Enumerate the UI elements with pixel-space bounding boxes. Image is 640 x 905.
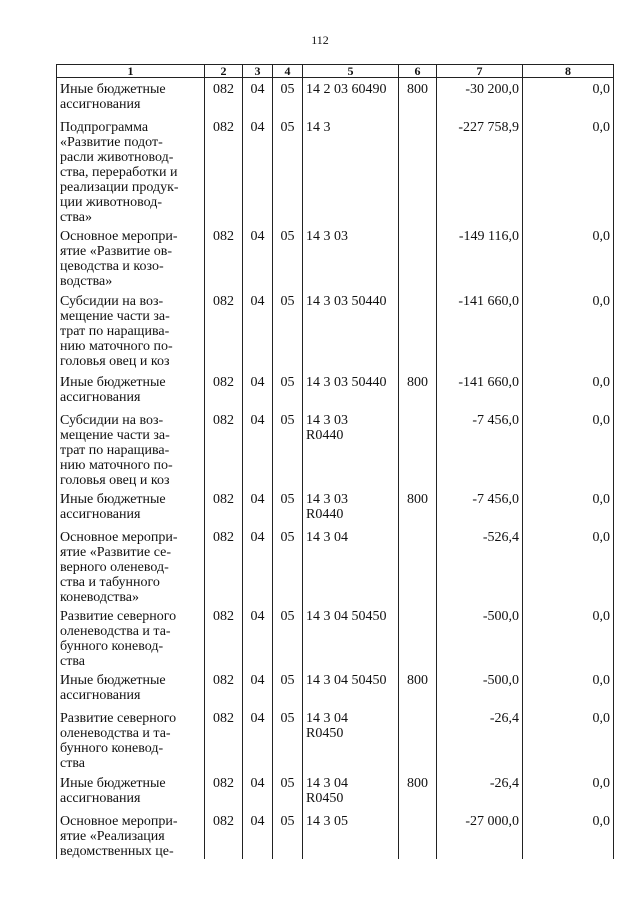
- row-col4-cell: 05: [273, 371, 303, 409]
- row-col8-cell: 0,0: [523, 526, 614, 605]
- row-col6-cell: [399, 116, 437, 225]
- row-col6-cell: [399, 409, 437, 488]
- table-row: [57, 409, 614, 488]
- row-name-cell: [57, 225, 205, 290]
- row-name-line: Субсидии на воз-: [60, 412, 164, 428]
- row-name-line: головья овец и коз: [60, 472, 170, 488]
- row-name-line: ства»: [60, 209, 92, 225]
- col-header-8: 8: [523, 65, 614, 78]
- row-name-line: ассигнования: [60, 97, 141, 112]
- row-col4-cell: 05: [273, 810, 303, 859]
- row-col6-cell: [399, 290, 437, 371]
- row-col2-cell: 082: [205, 488, 243, 526]
- row-col2-cell: 082: [205, 810, 243, 859]
- row-name-line: трат по наращива-: [60, 323, 170, 339]
- row-name-line: реализации продук-: [60, 179, 179, 195]
- row-amount-cell: -500,0: [437, 605, 523, 669]
- row-col2-cell: 082: [205, 772, 243, 810]
- row-name-line: Основное меропри-: [60, 228, 178, 244]
- row-name-line: ятие «Реализация: [60, 828, 165, 844]
- row-name-line: расли животновод-: [60, 149, 174, 165]
- row-name-line: ассигнования: [60, 687, 141, 703]
- row-col8-cell: 0,0: [523, 116, 614, 225]
- row-name-cell: [57, 409, 205, 488]
- row-name-line: верного оленевод-: [60, 559, 169, 575]
- row-name-line: нию маточного по-: [60, 457, 173, 473]
- col-header-3: 3: [243, 65, 273, 78]
- row-name-cell: [57, 488, 205, 526]
- table-row: [57, 707, 614, 772]
- row-col8-cell: 0,0: [523, 488, 614, 526]
- col-header-2: 2: [205, 65, 243, 78]
- row-col4-cell: 05: [273, 669, 303, 707]
- table-row: [57, 78, 614, 116]
- row-col6-cell: 800: [399, 78, 437, 116]
- row-col3-cell: 04: [243, 605, 273, 669]
- row-code-cell: [303, 707, 399, 772]
- row-amount-cell: -227 758,9: [437, 116, 523, 225]
- row-col2-cell: 082: [205, 669, 243, 707]
- row-col4-cell: 05: [273, 707, 303, 772]
- row-col8-cell: 0,0: [523, 78, 614, 116]
- row-name-cell: [57, 290, 205, 371]
- header-row: [57, 65, 614, 78]
- row-col8-cell: 0,0: [523, 707, 614, 772]
- row-name-line: ции животновод-: [60, 194, 162, 210]
- row-name-line: оленеводства и та-: [60, 623, 171, 639]
- row-name-line: коневодства»: [60, 589, 140, 605]
- row-amount-cell: -141 660,0: [437, 371, 523, 409]
- row-col8-cell: 0,0: [523, 669, 614, 707]
- row-col8-cell: 0,0: [523, 772, 614, 810]
- row-name-cell: [57, 772, 205, 810]
- row-code-cell: [303, 669, 399, 707]
- table-row: [57, 605, 614, 669]
- row-col3-cell: 04: [243, 669, 273, 707]
- row-name-line: «Развитие подот-: [60, 134, 163, 150]
- row-col2-cell: 082: [205, 116, 243, 225]
- row-name-cell: [57, 605, 205, 669]
- row-col3-cell: 04: [243, 526, 273, 605]
- row-col6-cell: 800: [399, 772, 437, 810]
- row-col8-cell: 0,0: [523, 409, 614, 488]
- row-col6-cell: [399, 225, 437, 290]
- row-col3-cell: 04: [243, 290, 273, 371]
- row-code-line: 14 3 03: [306, 228, 348, 244]
- table-row: [57, 225, 614, 290]
- row-col2-cell: 082: [205, 78, 243, 116]
- row-col3-cell: 04: [243, 810, 273, 859]
- col-header-5: 5: [303, 65, 399, 78]
- row-name-line: нию маточного по-: [60, 338, 173, 354]
- table-row: [57, 371, 614, 409]
- row-col4-cell: 05: [273, 290, 303, 371]
- row-name-line: бунного коневод-: [60, 740, 164, 756]
- budget-table: [56, 64, 614, 859]
- row-code-cell: [303, 409, 399, 488]
- row-code-cell: [303, 810, 399, 859]
- row-col8-cell: 0,0: [523, 225, 614, 290]
- col-header-6: 6: [399, 65, 437, 78]
- row-col8-cell: 0,0: [523, 290, 614, 371]
- row-code-line: 14 3 04 50450: [306, 608, 387, 624]
- table-row: [57, 669, 614, 707]
- row-col2-cell: 082: [205, 526, 243, 605]
- row-name-line: мещение части за-: [60, 308, 170, 324]
- row-amount-cell: -27 000,0: [437, 810, 523, 859]
- row-name-line: ятие «Развитие ов-: [60, 243, 172, 259]
- row-col4-cell: 05: [273, 605, 303, 669]
- row-name-cell: [57, 116, 205, 225]
- row-name-line: Развитие северного: [60, 710, 177, 726]
- row-name-cell: [57, 371, 205, 409]
- row-name-line: цеводства и козо-: [60, 258, 164, 274]
- row-col6-cell: [399, 707, 437, 772]
- row-col8-cell: 0,0: [523, 371, 614, 409]
- row-name-line: бунного коневод-: [60, 638, 164, 654]
- row-code-cell: [303, 526, 399, 605]
- row-col3-cell: 04: [243, 772, 273, 810]
- row-code-line: 14 3 04: [306, 775, 348, 791]
- table-row: [57, 526, 614, 605]
- table-body: [57, 78, 614, 859]
- row-amount-cell: -526,4: [437, 526, 523, 605]
- row-col6-cell: 800: [399, 371, 437, 409]
- row-name-line: ятие «Развитие се-: [60, 544, 171, 560]
- row-col3-cell: 04: [243, 225, 273, 290]
- row-code-cell: [303, 488, 399, 526]
- row-col8-cell: 0,0: [523, 605, 614, 669]
- row-code-line: 14 3 05: [306, 813, 348, 829]
- row-name-cell: [57, 526, 205, 605]
- row-amount-cell: -141 660,0: [437, 290, 523, 371]
- row-col4-cell: 05: [273, 409, 303, 488]
- row-col8-cell: 0,0: [523, 810, 614, 859]
- row-amount-cell: -7 456,0: [437, 409, 523, 488]
- row-name-line: Иные бюджетные: [60, 374, 166, 390]
- row-code-line: 14 3 03 50440: [306, 293, 387, 309]
- row-col4-cell: 05: [273, 772, 303, 810]
- row-code-cell: [303, 605, 399, 669]
- row-name-cell: [57, 707, 205, 772]
- row-name-line: водства»: [60, 273, 113, 289]
- row-name-line: Основное меропри-: [60, 813, 178, 829]
- row-amount-cell: -500,0: [437, 669, 523, 707]
- page-number: 112: [311, 33, 329, 47]
- row-col2-cell: 082: [205, 225, 243, 290]
- table-row: [57, 810, 614, 859]
- row-col3-cell: 04: [243, 371, 273, 409]
- row-name-line: ства: [60, 653, 85, 669]
- row-code-line: 14 3 03: [306, 491, 348, 507]
- row-code-cell: [303, 290, 399, 371]
- row-name-line: ассигнования: [60, 790, 141, 806]
- row-amount-cell: -26,4: [437, 772, 523, 810]
- row-code-line: 14 3: [306, 119, 331, 135]
- row-name-line: Иные бюджетные: [60, 672, 166, 688]
- row-code-line: 14 3 04: [306, 529, 348, 545]
- table-row: [57, 772, 614, 810]
- row-name-line: Иные бюджетные: [60, 82, 166, 97]
- row-amount-cell: -149 116,0: [437, 225, 523, 290]
- row-name-line: ассигнования: [60, 389, 141, 405]
- row-col6-cell: [399, 810, 437, 859]
- row-col4-cell: 05: [273, 526, 303, 605]
- row-name-line: Иные бюджетные: [60, 491, 166, 507]
- col-header-7: 7: [437, 65, 523, 78]
- row-amount-cell: -7 456,0: [437, 488, 523, 526]
- row-col3-cell: 04: [243, 116, 273, 225]
- row-name-cell: [57, 669, 205, 707]
- row-name-line: Иные бюджетные: [60, 775, 166, 791]
- row-name-line: ассигнования: [60, 506, 141, 522]
- row-code-line: R0450: [306, 725, 344, 741]
- row-col3-cell: 04: [243, 409, 273, 488]
- row-code-line: R0440: [306, 506, 344, 522]
- row-code-cell: [303, 78, 399, 116]
- row-name-cell: [57, 78, 205, 116]
- row-name-line: трат по наращива-: [60, 442, 170, 458]
- row-col2-cell: 082: [205, 290, 243, 371]
- row-code-line: R0440: [306, 427, 344, 443]
- row-code-cell: [303, 225, 399, 290]
- row-code-line: 14 2 03 60490: [306, 82, 387, 97]
- row-code-line: 14 3 04: [306, 710, 348, 726]
- row-col2-cell: 082: [205, 605, 243, 669]
- table-row: [57, 290, 614, 371]
- row-name-line: головья овец и коз: [60, 353, 170, 369]
- row-col2-cell: 082: [205, 707, 243, 772]
- row-name-cell: [57, 810, 205, 859]
- row-name-line: ства, переработки и: [60, 164, 178, 180]
- row-col6-cell: 800: [399, 669, 437, 707]
- col-header-4: 4: [273, 65, 303, 78]
- row-code-line: 14 3 03 50440: [306, 374, 387, 390]
- row-name-line: Подпрограмма: [60, 119, 149, 135]
- table-row: [57, 488, 614, 526]
- col-header-1: 1: [57, 65, 205, 78]
- row-code-cell: [303, 371, 399, 409]
- table-row: [57, 116, 614, 225]
- row-col2-cell: 082: [205, 371, 243, 409]
- row-col6-cell: [399, 526, 437, 605]
- row-amount-cell: -30 200,0: [437, 78, 523, 116]
- row-col3-cell: 04: [243, 707, 273, 772]
- row-code-cell: [303, 772, 399, 810]
- row-code-line: 14 3 03: [306, 412, 348, 428]
- row-name-line: Субсидии на воз-: [60, 293, 164, 309]
- row-name-line: Основное меропри-: [60, 529, 178, 545]
- row-name-line: ства и табунного: [60, 574, 160, 590]
- row-name-line: мещение части за-: [60, 427, 170, 443]
- row-col6-cell: [399, 605, 437, 669]
- row-name-line: оленеводства и та-: [60, 725, 171, 741]
- row-col2-cell: 082: [205, 409, 243, 488]
- row-code-cell: [303, 116, 399, 225]
- row-name-line: Развитие северного: [60, 608, 177, 624]
- row-code-line: 14 3 04 50450: [306, 672, 387, 688]
- row-col3-cell: 04: [243, 488, 273, 526]
- row-amount-cell: -26,4: [437, 707, 523, 772]
- row-col3-cell: 04: [243, 78, 273, 116]
- row-col4-cell: 05: [273, 78, 303, 116]
- row-name-line: ведомственных це-: [60, 843, 174, 859]
- row-col4-cell: 05: [273, 225, 303, 290]
- row-col4-cell: 05: [273, 488, 303, 526]
- row-code-line: R0450: [306, 790, 344, 806]
- row-col4-cell: 05: [273, 116, 303, 225]
- row-name-line: ства: [60, 755, 85, 771]
- row-col6-cell: 800: [399, 488, 437, 526]
